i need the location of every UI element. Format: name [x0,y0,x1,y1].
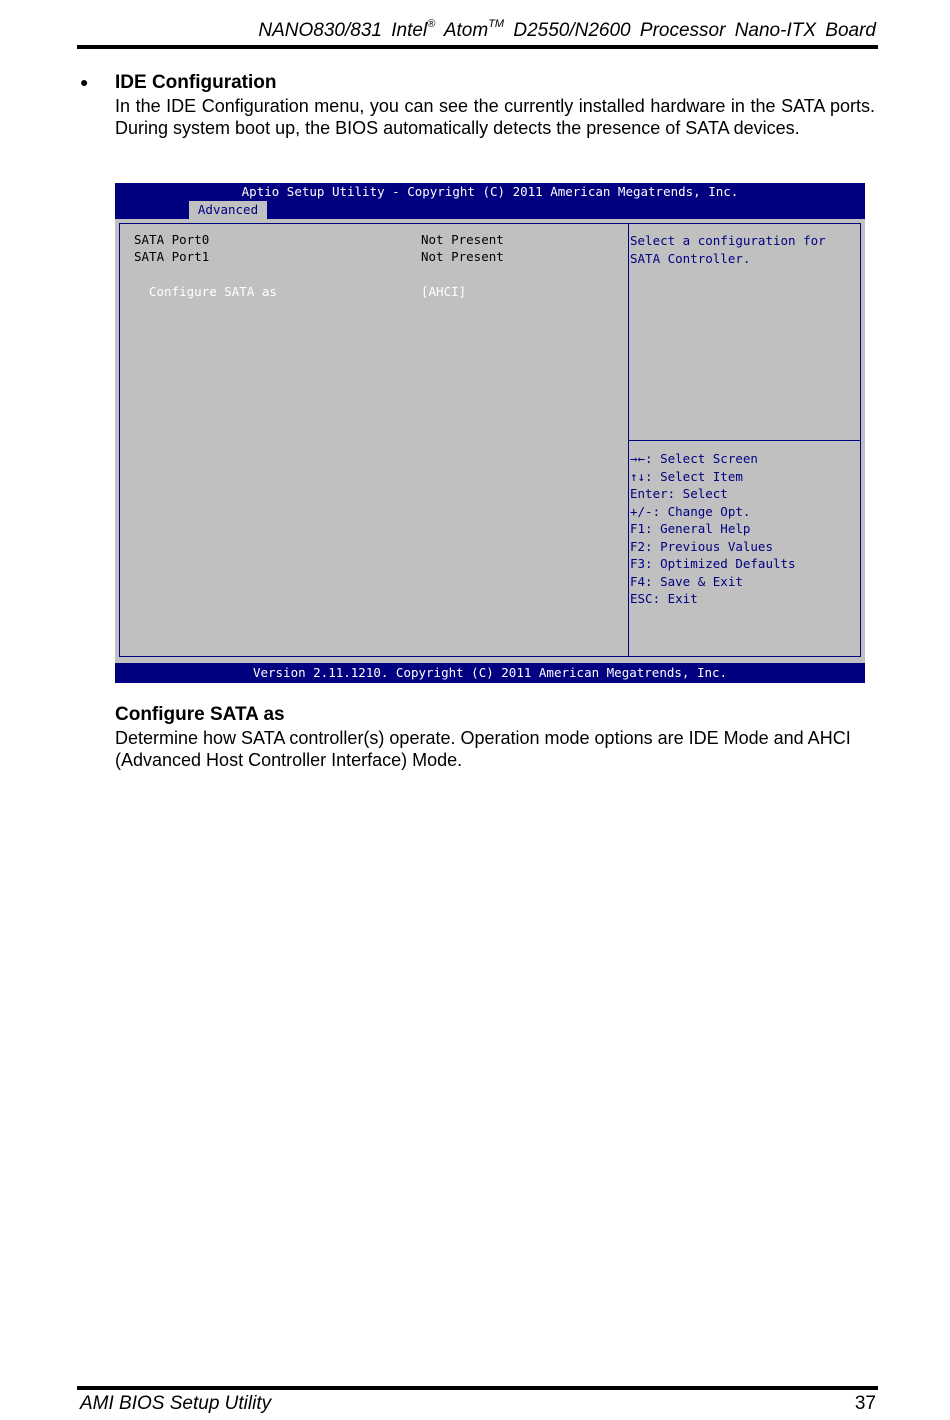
key-change-opt: +/-: Change Opt. [630,503,751,519]
page-number: 37 [854,1393,876,1414]
key-previous-values: F2: Previous Values [630,538,773,554]
key-select-screen: →←: Select Screen [630,451,758,466]
key-optimized-defaults: F3: Optimized Defaults [630,556,796,571]
header-text-3: D2550/N2600 Processor Nano-ITX Board [504,20,876,41]
key-esc-exit: ESC: Exit [630,591,698,606]
key-enter-select: Enter: Select [630,486,728,501]
header-text-2: Atom [435,20,489,41]
trademark-mark: TM [488,18,505,30]
sata-port1-label: SATA Port1 [134,249,210,264]
key-select-item: ↑↓: Select Item [630,468,743,484]
sata-port1-value: Not Present [421,249,504,264]
subsection-text: Determine how SATA controller(s) operate. Operation mode options are IDE Mode and AHCI (Advanced Host Controller Interface) Mode. [115,728,851,770]
registered-mark: ® [427,18,436,30]
sata-port0-label: SATA Port0 [134,232,210,247]
bios-tab-advanced[interactable]: Advanced [189,201,267,219]
bios-help-text [630,232,826,267]
header-rule [77,45,878,49]
bios-title-text: Aptio Setup Utility - Copyright (C) 2011 American Megatrends, Inc. [241,184,739,199]
footer-rule [77,1386,878,1390]
bios-key-legend [630,450,796,608]
section-title: IDE Configuration [115,72,277,93]
key-general-help: F1: General Help [630,521,751,536]
section-intro: In the IDE Configuration menu, you can see the currently installed hardware in the SATA ports. During system boot up, the BIOS automatically detects the presence of SATA devices. [115,96,875,138]
help-line: Select a configuration for [630,233,826,248]
header-text-1: NANO830/831 Intel [258,20,428,41]
bios-version-bar: Version 2.11.1210. Copyright (C) 2011 American Megatrends, Inc. [115,663,865,683]
bios-screenshot [115,183,865,683]
sata-port0-value: Not Present [421,232,504,247]
bios-divider-horizontal [628,440,860,441]
configure-sata-option[interactable]: Configure SATA as [149,284,277,299]
bullet-icon: ● [80,74,89,90]
bios-title-bar [115,183,865,219]
help-line: SATA Controller. [630,250,751,266]
page-header-title [258,20,876,42]
key-save-exit: F4: Save & Exit [630,573,743,589]
footer-chapter: AMI BIOS Setup Utility [80,1393,272,1414]
configure-sata-value[interactable]: [AHCI] [421,284,467,299]
subsection-title: Configure SATA as [115,704,285,725]
